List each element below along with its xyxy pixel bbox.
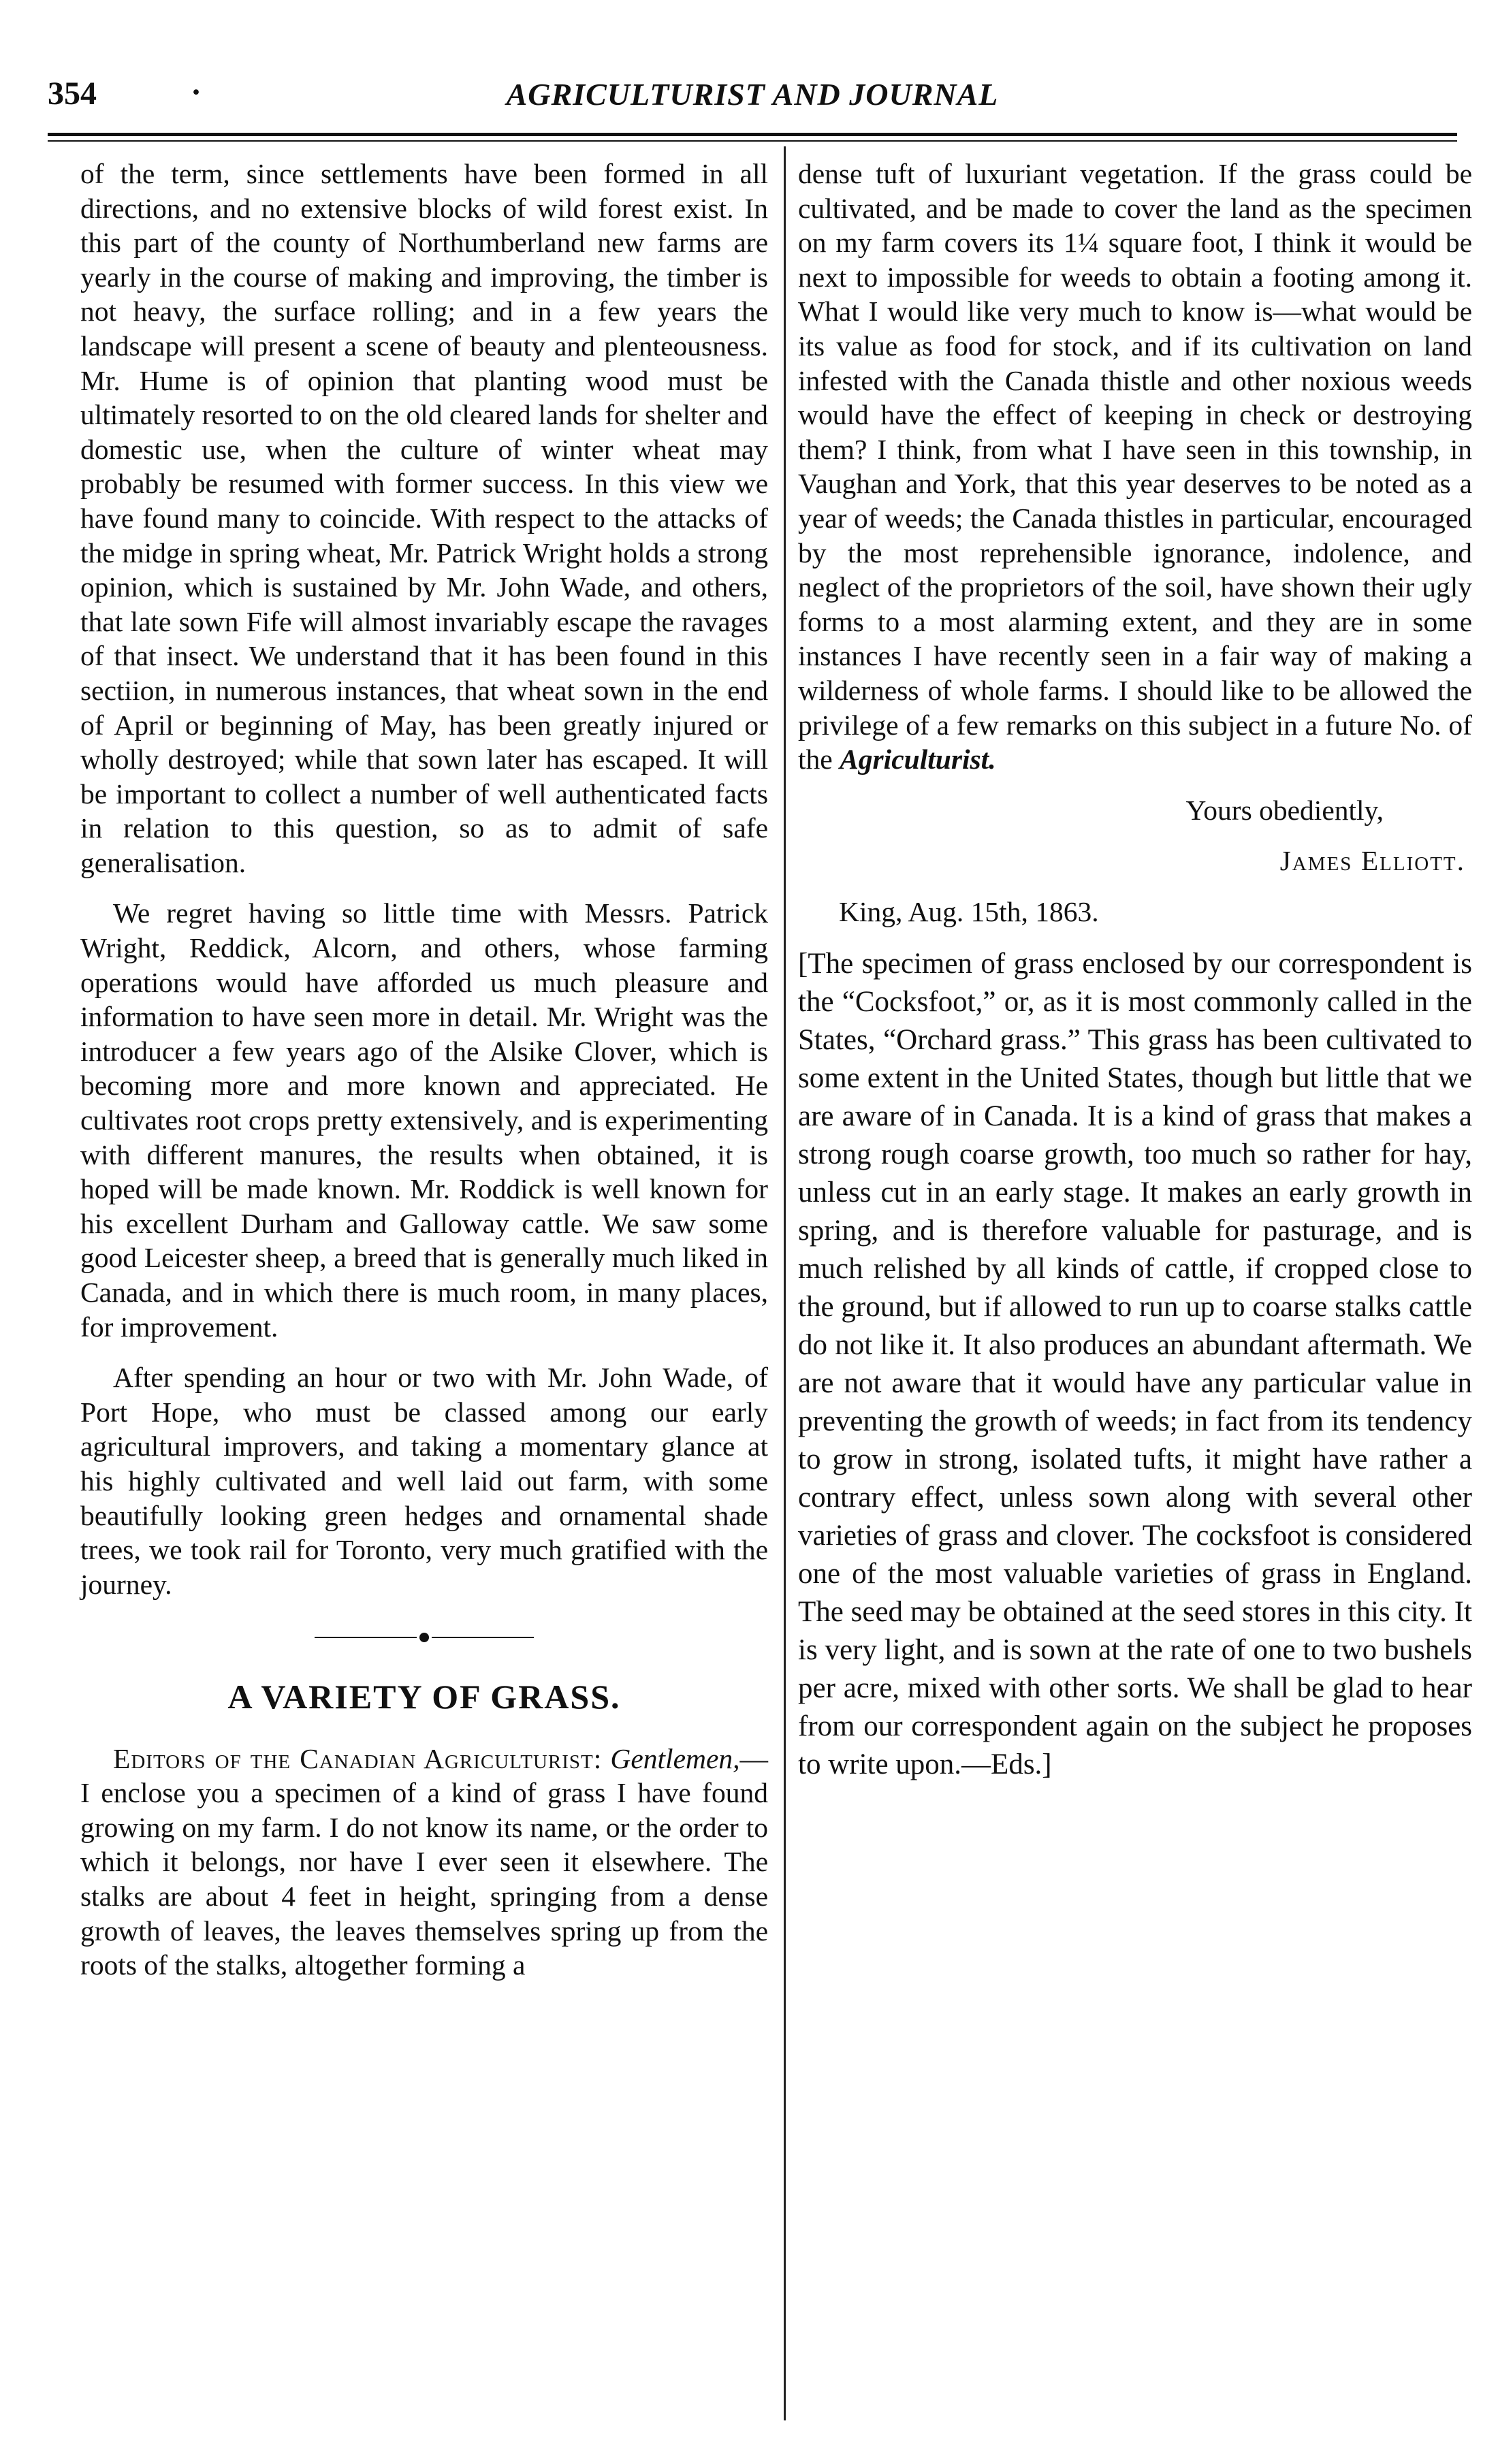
ornament-rule bbox=[315, 1637, 417, 1638]
header-separator: · bbox=[191, 74, 202, 110]
column-divider bbox=[784, 146, 786, 2420]
publication-name: Agriculturist. bbox=[840, 743, 996, 775]
ornament-rule bbox=[432, 1637, 534, 1638]
article-paragraph: of the term, since settlements have been formed in all directions, and no extensive blocks of wild forest exist. In this part of the county of Northumberland new farms are yearly in the course of making and improving, the timber is not heavy, the surface rolling; and in a few years the landscape will present a scene of beauty and plenteousness. Mr. Hume is of opinion that planting wood must be ultimately resorted to on the old cleared lands for shelter and domestic use, when the culture of winter wheat may probably be resumed with former success. In this view we have found many to coincide. With respect to the attacks of the midge in spring wheat, Mr. Patrick Wright holds a strong opinion, which is sustained by Mr. John Wade, and others, that late sown Fife will almost invariably escape the ravages of that insect. We understand that it has been found in this sectiion, in numerous instances, that wheat sown in the end of April or beginning of May, has been greatly injured or wholly destroyed; while that sown later has escaped. It will be important to collect a number of well authenticated facts in relation to this question, so as to admit of safe generalisation. bbox=[80, 158, 768, 878]
header-rule-thin bbox=[48, 140, 1457, 142]
editors-note: [The specimen of grass enclosed by our correspondent is the “Cocksfoot,” or, as it is most commonly called in the States, “Orchard grass.” This grass has been cultivated to some extent in the United States, though but little that we are aware of in Canada. It is a kind of grass that makes a strong rough coarse growth, too much so rather for hay, unless cut in an early stage. It makes an early growth in spring, and is therefore valuable for pasturage, and is much relished by all kinds of cattle, if cropped close to the ground, but if allowed to run up to coarse stalks cattle do not like it. It also produces an abundant aftermath. We are not aware that it would have any particular value in preventing the growth of weeds; in fact from its tendency to grow in strong, isolated tufts, it might have rather a contrary effect, unless sown along with several other varieties of grass and clover. The cocksfoot is considered one of the most valuable varieties of grass in England. The seed may be obtained at the seed stores in this city. It is very light, and is sown at the rate of one to two bushels per acre, mixed with other sorts. We shall be glad to hear from our correspondent again on the subject he proposes to write upon.—Eds.] bbox=[798, 948, 1472, 1781]
letter-dateline: King, Aug. 15th, 1863. bbox=[839, 895, 1099, 927]
page-number: 354 bbox=[48, 76, 97, 112]
letter-greeting: Gentlemen, bbox=[610, 1742, 740, 1774]
article-paragraph: After spending an hour or two with Mr. John Wade, of Port Hope, who must be classed among our early agricultural improvers, and taking a momentary glance at his highly cultivated and well laid out farm, with some beautifully looking green hedges and ornamental shade trees, we took rail for Toronto, very much gratified with the journey. bbox=[80, 1362, 768, 1600]
right-column bbox=[798, 157, 1472, 1800]
left-column bbox=[80, 157, 768, 1999]
section-ornament bbox=[80, 1618, 768, 1652]
article-paragraph: We regret having so little time with Messrs. Patrick Wright, Reddick, Alcorn, and others, whose farming operations would have afforded us much pleasure and information to have seen more in detail. Mr. Wright was the introducer a few years ago of the Alsike Clover, which is becoming more and more known and appreciated. He cultivates root crops pretty extensively, and is experimenting with different manures, the results when obtained, it is hoped will be made known. Mr. Roddick is well known for his excellent Durham and Galloway cattle. We saw some good Leicester sheep, a breed that is generally much liked in Canada, and in which there is much room, in many places, for improvement. bbox=[80, 897, 768, 1343]
section-title: A VARIETY OF GRASS. bbox=[227, 1677, 621, 1716]
letter-sign-off: Yours obediently, bbox=[1185, 794, 1384, 826]
letter-continuation bbox=[798, 157, 1472, 777]
header-rule-thick bbox=[48, 133, 1457, 136]
running-title: AGRICULTURIST AND JOURNAL bbox=[506, 77, 999, 112]
ornament-dot bbox=[419, 1633, 429, 1642]
letter-opening bbox=[80, 1742, 768, 1983]
page-header bbox=[48, 68, 1457, 123]
letter-body: dense tuft of luxuriant vegetation. If the grass could be cultivated, and be made to cover the land as the specimen on my farm covers its 1¼ square foot, I think it would be next to impossible for weeds to obtain a footing among it. What I would like very much to know is—what would be its value as food for stock, and if its cultivation on land infested with the Canada thistle and other noxious weeds would have the effect of keeping in check or destroying them? I think, from what I have seen in this township, in Vaughan and York, that this year deserves to be noted as a year of weeds; the Canada thistles in particular, encouraged by the most reprehensible ignorance, indolence, and neglect of the proprietors of the soil, have shown their ugly forms to a most alarming extent, and they are in some instances I have recently seen in a fair way of making a wilderness of whole farms. I should like to be allowed the privilege of a few remarks on this subject in a future No. of the bbox=[798, 158, 1472, 775]
letter-body: —I enclose you a specimen of a kind of grass I have found growing on my farm. I do not know its name, or the order to which it belongs, nor have I ever seen it elsewhere. The stalks are about 4 feet in height, springing from a dense growth of leaves, the leaves themselves spring up from the roots of the stalks, altogether forming a bbox=[80, 1742, 769, 1981]
letter-salutation: Editors of the Canadian Agriculturist: bbox=[113, 1742, 603, 1774]
letter-signature: James Elliott. bbox=[1279, 845, 1465, 877]
